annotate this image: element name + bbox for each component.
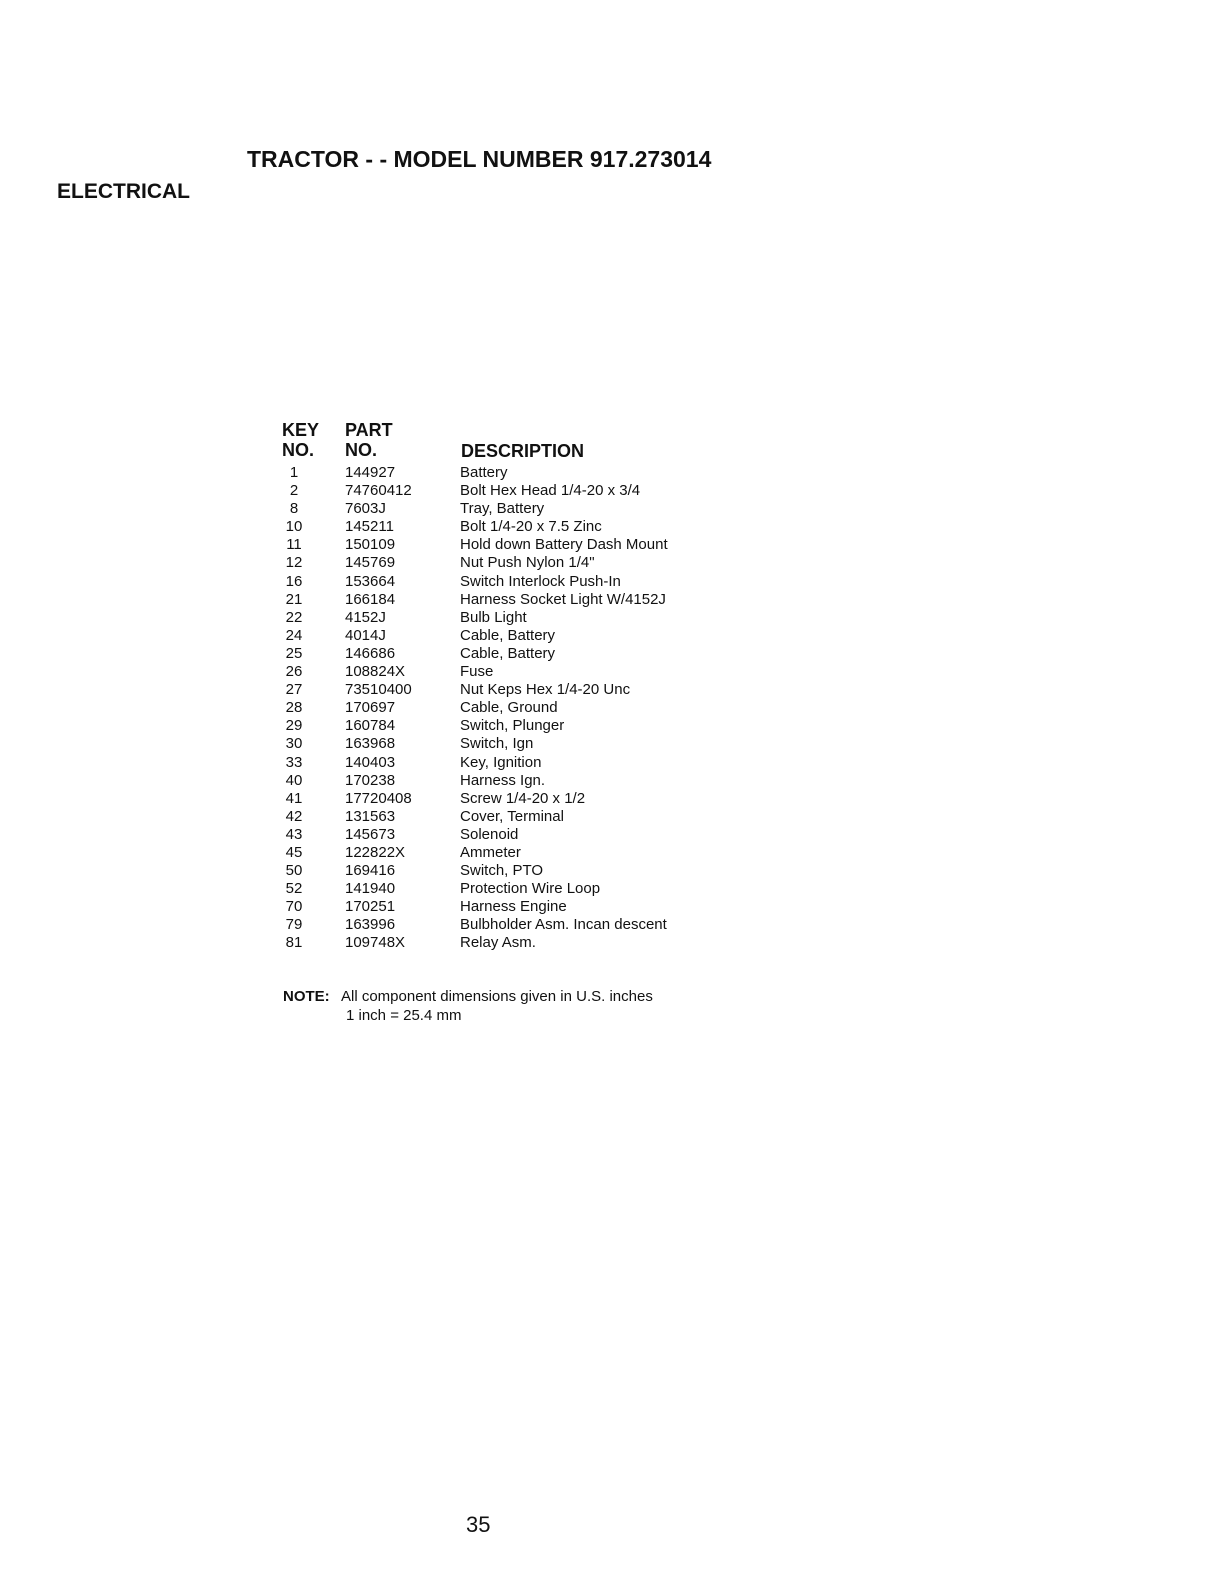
description-cell: Relay Asm.	[460, 934, 536, 952]
key-no-cell: 27	[285, 681, 303, 699]
parts-row	[280, 844, 740, 862]
part-no-cell: 7603J	[345, 500, 386, 518]
page-title: TRACTOR - - MODEL NUMBER 917.273014	[247, 146, 712, 172]
part-no-cell: 170697	[345, 699, 396, 717]
parts-row	[280, 880, 740, 898]
part-header-line1: PART	[345, 420, 393, 440]
parts-row	[280, 554, 740, 572]
part-no-cell: 163968	[345, 735, 396, 753]
key-no-cell: 2	[289, 482, 299, 500]
description-cell: Ammeter	[460, 843, 521, 861]
part-no-cell: 4014J	[345, 626, 386, 644]
parts-row	[280, 645, 740, 663]
parts-row	[280, 464, 740, 482]
description-cell: Bulbholder Asm. Incan descent	[460, 916, 667, 934]
key-no-cell: 41	[285, 789, 303, 807]
key-no-cell: 21	[285, 590, 303, 608]
note	[283, 988, 653, 1006]
key-no-cell: 42	[285, 807, 303, 825]
part-no-cell: 4152J	[345, 608, 386, 626]
parts-row	[280, 482, 740, 500]
parts-row	[280, 790, 740, 808]
key-no-header	[282, 420, 319, 460]
parts-row	[280, 663, 740, 681]
key-no-cell: 25	[285, 644, 303, 662]
description-cell: Nut Keps Hex 1/4-20 Unc	[460, 681, 631, 699]
part-no-cell: 74760412	[345, 482, 412, 500]
key-header-line1: KEY	[282, 420, 320, 440]
description-cell: Switch, PTO	[460, 862, 544, 880]
description-cell: Fuse	[460, 663, 494, 681]
part-no-cell: 140403	[345, 753, 396, 771]
key-no-cell: 24	[285, 626, 303, 644]
part-header-line2: NO.	[345, 440, 378, 460]
description-cell: Bolt Hex Head 1/4-20 x 3/4	[460, 482, 641, 500]
note-label: NOTE:	[283, 988, 330, 1005]
description-cell: Cable, Battery	[460, 626, 556, 644]
key-no-cell: 11	[286, 536, 302, 554]
parts-row	[280, 916, 740, 934]
key-no-cell: 16	[285, 572, 303, 590]
parts-row	[280, 609, 740, 627]
description-cell: Nut Push Nylon 1/4"	[460, 554, 595, 572]
part-no-cell: 144927	[345, 464, 396, 481]
key-header-line2: NO.	[282, 440, 315, 460]
part-no-cell: 166184	[345, 590, 396, 608]
parts-row	[280, 699, 740, 717]
description-header: DESCRIPTION	[461, 441, 585, 461]
key-no-cell: 29	[285, 717, 303, 735]
description-cell: Protection Wire Loop	[460, 880, 601, 898]
key-no-cell: 33	[285, 753, 303, 771]
description-cell: Hold down Battery Dash Mount	[460, 536, 668, 554]
page-number: 35	[466, 1512, 491, 1537]
key-no-cell: 70	[285, 898, 303, 916]
parts-row	[280, 627, 740, 645]
description-cell: Screw 1/4-20 x 1/2	[460, 789, 586, 807]
key-no-cell: 28	[285, 699, 303, 717]
note-text: All component dimensions given in U.S. inches	[341, 988, 653, 1005]
note-conversion: 1 inch = 25.4 mm	[346, 1007, 462, 1024]
key-no-cell: 26	[285, 663, 303, 681]
parts-row	[280, 717, 740, 735]
key-no-cell: 12	[285, 554, 303, 572]
part-no-cell: 145673	[345, 825, 396, 843]
key-no-cell: 22	[285, 608, 303, 626]
description-cell: Bulb Light	[460, 608, 527, 626]
parts-row	[280, 573, 740, 591]
parts-row	[280, 536, 740, 554]
description-cell: Key, Ignition	[460, 753, 542, 771]
description-cell: Cable, Ground	[460, 699, 558, 717]
description-cell: Harness Ign.	[460, 771, 546, 789]
description-cell: Switch Interlock Push-In	[460, 572, 621, 590]
part-no-header	[345, 420, 393, 460]
key-no-cell: 30	[285, 735, 303, 753]
key-no-cell: 40	[285, 771, 303, 789]
part-no-cell: 17720408	[345, 789, 412, 807]
parts-row	[280, 500, 740, 518]
part-no-cell: 108824X	[345, 663, 406, 681]
description-cell: Bolt 1/4-20 x 7.5 Zinc	[460, 518, 602, 536]
parts-row	[280, 681, 740, 699]
parts-row	[280, 862, 740, 880]
description-cell: Harness Engine	[460, 898, 567, 916]
description-cell: Switch, Plunger	[460, 717, 565, 735]
parts-row	[280, 518, 740, 536]
part-no-cell: 163996	[345, 916, 396, 934]
key-no-cell: 81	[285, 934, 303, 952]
section-label: ELECTRICAL	[57, 180, 190, 203]
description-cell: Cable, Battery	[460, 644, 556, 662]
part-no-cell: 109748X	[345, 934, 406, 952]
parts-row	[280, 591, 740, 609]
part-no-cell: 141940	[345, 880, 396, 898]
part-no-cell: 131563	[345, 807, 396, 825]
description-cell: Cover, Terminal	[460, 807, 564, 825]
parts-row	[280, 735, 740, 753]
description-cell: Tray, Battery	[460, 500, 545, 518]
parts-row	[280, 898, 740, 916]
part-no-cell: 170238	[345, 771, 396, 789]
parts-row	[280, 772, 740, 790]
key-no-cell: 10	[285, 518, 303, 536]
key-no-cell: 50	[285, 862, 303, 880]
key-no-cell: 1	[289, 464, 299, 481]
part-no-cell: 73510400	[345, 681, 412, 699]
key-no-cell: 45	[285, 843, 303, 861]
description-cell: Harness Socket Light W/4152J	[460, 590, 666, 608]
part-no-cell: 150109	[345, 536, 396, 554]
parts-row	[280, 826, 740, 844]
description-cell: Solenoid	[460, 825, 519, 843]
part-no-cell: 170251	[345, 898, 396, 916]
parts-row	[280, 808, 740, 826]
parts-row	[280, 754, 740, 772]
parts-list	[280, 464, 740, 953]
part-no-cell: 145769	[345, 554, 396, 572]
description-cell: Switch, Ign	[460, 735, 534, 753]
part-no-cell: 145211	[345, 518, 394, 536]
part-no-cell: 169416	[345, 862, 396, 880]
key-no-cell: 52	[285, 880, 303, 898]
description-cell: Battery	[460, 464, 508, 481]
part-no-cell: 160784	[345, 717, 396, 735]
key-no-cell: 8	[289, 500, 299, 518]
part-no-cell: 122822X	[345, 843, 406, 861]
parts-row	[280, 934, 740, 952]
part-no-cell: 153664	[345, 572, 396, 590]
part-no-cell: 146686	[345, 644, 396, 662]
key-no-cell: 79	[285, 916, 303, 934]
key-no-cell: 43	[285, 825, 303, 843]
